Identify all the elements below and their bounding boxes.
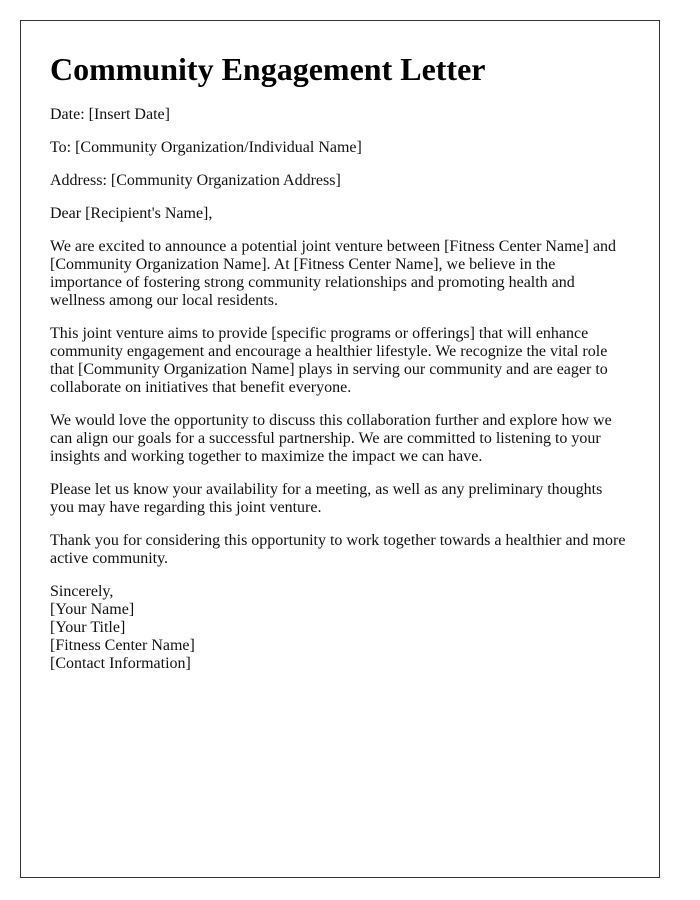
sender-contact: [Contact Information] (50, 655, 191, 672)
address-line: Address: [Community Organization Address] (50, 172, 341, 189)
body-paragraph-discussion: We would love the opportunity to discuss this collaboration further and explore how we can align our goals for a successful partnership. We are committed to listening to your insights and working together to maximize the impact we can have. (50, 412, 612, 465)
sender-title: [Your Title] (50, 619, 126, 636)
sender-name: [Your Name] (50, 601, 135, 618)
letter-title: Community Engagement Letter (50, 51, 486, 87)
signature-block (50, 583, 630, 673)
recipient-line: To: [Community Organization/Individual Name] (50, 139, 362, 156)
body-paragraph-request: Please let us know your availability for a meeting, as well as any preliminary thoughts you may have regarding this joint venture. (50, 481, 603, 516)
letter-container (20, 20, 660, 878)
body-paragraph-purpose: This joint venture aims to provide [specific programs or offerings] that will enhance community engagement and encourage a healthier lifestyle. We recognize the vital role that [Community Organization Name] plays in serving our community and are eager to collaborate on initiatives that benefit everyone. (50, 325, 608, 396)
salutation: Dear [Recipient's Name], (50, 205, 213, 222)
body-paragraph-intro: We are excited to announce a potential joint venture between [Fitness Center Name] and [Community Organization Name]. At [Fitness Center Name], we believe in the importance of fostering strong community relationships and promoting health and wellness among our local residents. (50, 238, 617, 309)
signoff: Sincerely, (50, 583, 114, 600)
sender-organization: [Fitness Center Name] (50, 637, 195, 654)
body-paragraph-thanks: Thank you for considering this opportunity to work together towards a healthier and more active community. (50, 532, 626, 567)
date-line: Date: [Insert Date] (50, 106, 170, 123)
